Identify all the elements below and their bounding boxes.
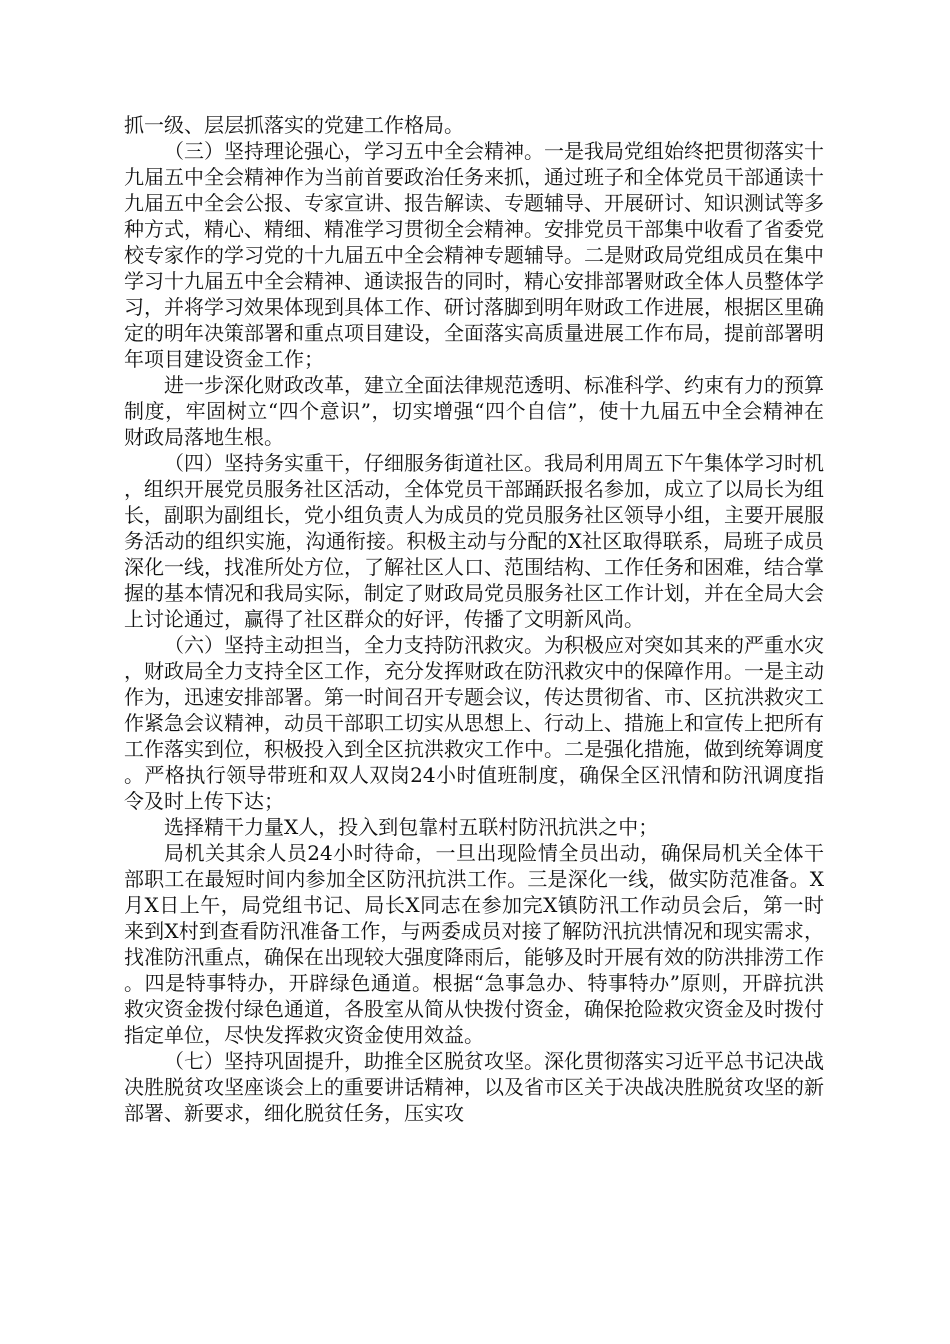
document-body (124, 112, 824, 1126)
paragraph-section-7-poverty: （七）坚持巩固提升，助推全区脱贫攻坚。深化贯彻落实习近平总书记决战决胜脱贫攻坚座谈会上的重要讲话精神，以及省市区关于决战决胜脱贫攻坚的新部署、新要求，细化脱贫任务，压实攻 (124, 1049, 824, 1125)
paragraph-party-building-end: 抓一级、层层抓落实的党建工作格局。 (124, 113, 464, 137)
paragraph-fiscal-reform: 进一步深化财政改革，建立全面法律规范透明、标准科学、约束有力的预算制度，牢固树立“四个意识”，切实增强“四个自信”，使十九届五中全会精神在财政局落地生根。 (124, 373, 824, 449)
paragraph-section-6-flood: （六）坚持主动担当，全力支持防汛救灾。为积极应对突如其来的严重水灾，财政局全力支持全区工作，充分发挥财政在防汛救灾中的保障作用。一是主动作为，迅速安排部署。第一时间召开专题会议，传达贯彻省、市、区抗洪救灾工作紧急会议精神，动员干部职工切实从思想上、行动上、措施上和宣传上把所有工作落实到位，积极投入到全区抗洪救灾工作中。二是强化措施，做到统筹调度。严格执行领导带班和双人双岗24小时值班制度，确保全区汛情和防汛调度指令及时上传下达； (124, 633, 824, 813)
paragraph-section-4-community: （四）坚持务实重干，仔细服务街道社区。我局利用周五下午集体学习时机，组织开展党员服务社区活动，全体党员干部踊跃报名参加，成立了以局长为组长，副职为副组长，党小组负责人为成员的党员服务社区领导小组，主要开展服务活动的组织实施，沟通衔接。积极主动与分配的X社区取得联系，局班子成员深化一线，找准所处方位，了解社区人口、范围结构、工作任务和困难，结合掌握的基本情况和我局实际，制定了财政局党员服务社区工作计划，并在全局大会上讨论通过，赢得了社区群众的好评，传播了文明新风尚。 (124, 451, 824, 631)
paragraph-select-staff: 选择精干力量X人，投入到包靠村五联村防汛抗洪之中； (164, 815, 659, 839)
paragraph-section-3-theory: （三）坚持理论强心，学习五中全会精神。一是我局党组始终把贯彻落实十九届五中全会精神作为当前首要政治任务来抓，通过班子和全体党员干部通读十九届五中全会公报、专家宣讲、报告解读、专题辅导、开展研讨、知识测试等多种方式，精心、精细、精准学习贯彻全会精神。安排党员干部集中收看了省委党校专家作的学习党的十九届五中全会精神专题辅导。二是财政局党组成员在集中学习十九届五中全会精神、通读报告的同时，精心安排部署财政全体人员整体学习，并将学习效果体现到具体工作、研讨落脚到明年财政工作进展，根据区里确定的明年决策部署和重点项目建设，全面落实高质量进展工作布局，提前部署明年项目建设资金工作； (124, 139, 824, 371)
paragraph-standby-staff: 局机关其余人员24小时待命，一旦出现险情全员出动，确保局机关全体干部职工在最短时间内参加全区防汛抗洪工作。三是深化一线，做实防范准备。X月X日上午，局党组书记、局长X同志在参加完X镇防汛工作动员会后，第一时来到X村到查看防汛准备工作，与两委成员对接了解防汛抗洪情况和现实需求，找准防汛重点，确保在出现较大强度降雨后，能够及时开展有效的防洪排涝工作。四是特事特办，开辟绿色通道。根据“急事急办、特事特办”原则，开辟抗洪救灾资金拨付绿色通道，各股室从简从快拨付资金，确保抢险救灾资金及时拨付指定单位，尽快发挥救灾资金使用效益。 (124, 841, 824, 1047)
